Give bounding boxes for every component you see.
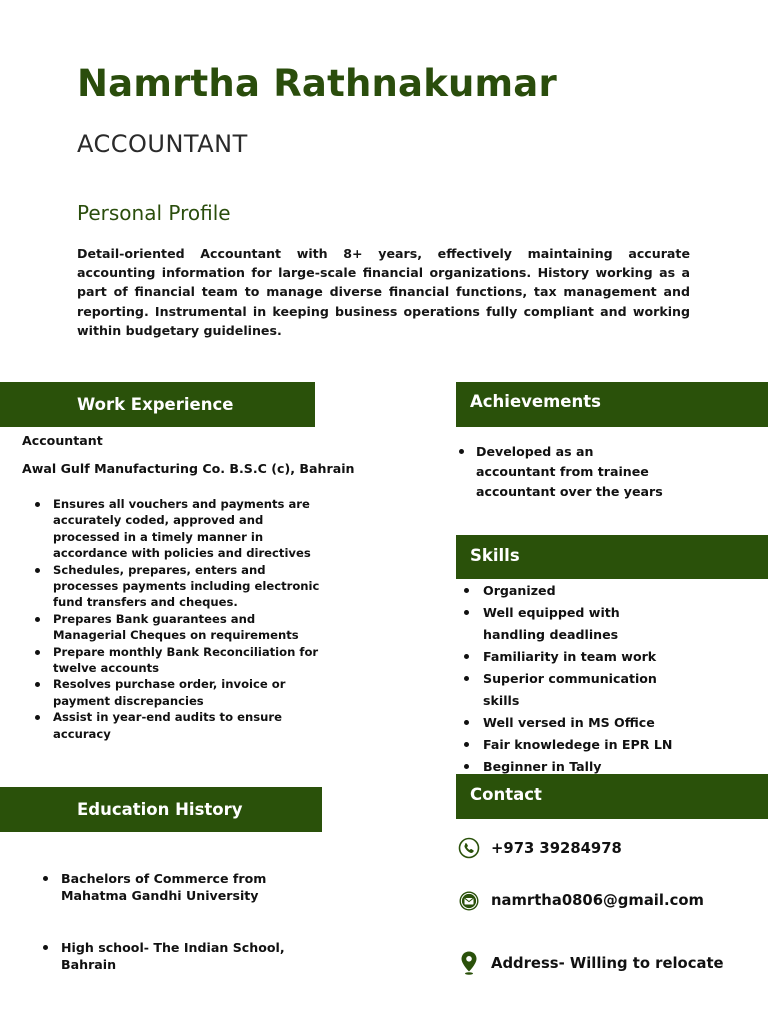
list-item: Bachelors of Commerce from Mahatma Gandhi University [61,870,301,904]
job-title: ACCOUNTANT [77,130,248,158]
achievements-list [476,442,676,502]
contact-phone [458,837,622,859]
list-item: Resolves purchase order, invoice or payment discrepancies [53,676,323,709]
list-item: Ensures all vouchers and payments are accurately coded, approved and processed in a timely manner in accordance with policies and directives [53,496,323,562]
phone-icon [458,837,480,859]
education-heading: Education History [77,800,243,819]
skills-list [483,580,683,778]
list-item: Schedules, prepares, enters and processes payments including electronic fund transfers and cheques. [53,562,323,611]
email-icon [458,889,480,911]
list-item: Organized [483,580,683,602]
achievements-header [456,382,768,427]
work-experience-heading: Work Experience [77,395,234,414]
profile-heading: Personal Profile [77,201,231,225]
education-header [0,787,322,832]
list-item: Well versed in MS Office [483,712,683,734]
work-duties-list [53,496,323,742]
contact-heading: Contact [470,785,542,804]
list-item: Well equipped with handling deadlines [483,602,683,646]
education-list [61,870,301,904]
skills-heading: Skills [470,545,520,565]
list-item: Assist in year-end audits to ensure accuracy [53,709,323,742]
contact-email [458,889,704,911]
list-item: Superior communication skills [483,668,683,712]
list-item: Developed as an accountant from trainee accountant over the years [476,442,676,502]
work-role: Accountant [22,433,103,448]
email-address: namrtha0806@gmail.com [491,891,704,909]
education-list [61,939,301,973]
location-pin-icon [458,952,480,974]
phone-number: +973 39284978 [491,839,622,857]
resume-name: Namrtha Rathnakumar [77,62,557,105]
profile-text: Detail-oriented Accountant with 8+ years, effectively maintaining accurate accounting information for large-scale financial organizations. History working as a part of financial team to manage diverse financial functions, tax management and reporting. Instrumental in keeping business operations fully compliant and working within budgetary guidelines. [77,246,690,338]
list-item: High school- The Indian School, Bahrain [61,939,301,973]
achievements-heading: Achievements [470,392,601,411]
contact-address [458,952,724,974]
list-item: Prepare monthly Bank Reconciliation for twelve accounts [53,644,323,677]
work-experience-header [0,382,315,427]
work-company: Awal Gulf Manufacturing Co. B.S.C (c), Bahrain [22,461,355,476]
list-item: Prepares Bank guarantees and Managerial Cheques on requirements [53,611,323,644]
list-item: Beginner in Tally [483,756,683,778]
address-text: Address- Willing to relocate [491,954,724,972]
skills-header [456,535,768,579]
contact-header [456,774,768,819]
list-item: Fair knowledege in EPR LN [483,734,683,756]
list-item: Familiarity in team work [483,646,683,668]
